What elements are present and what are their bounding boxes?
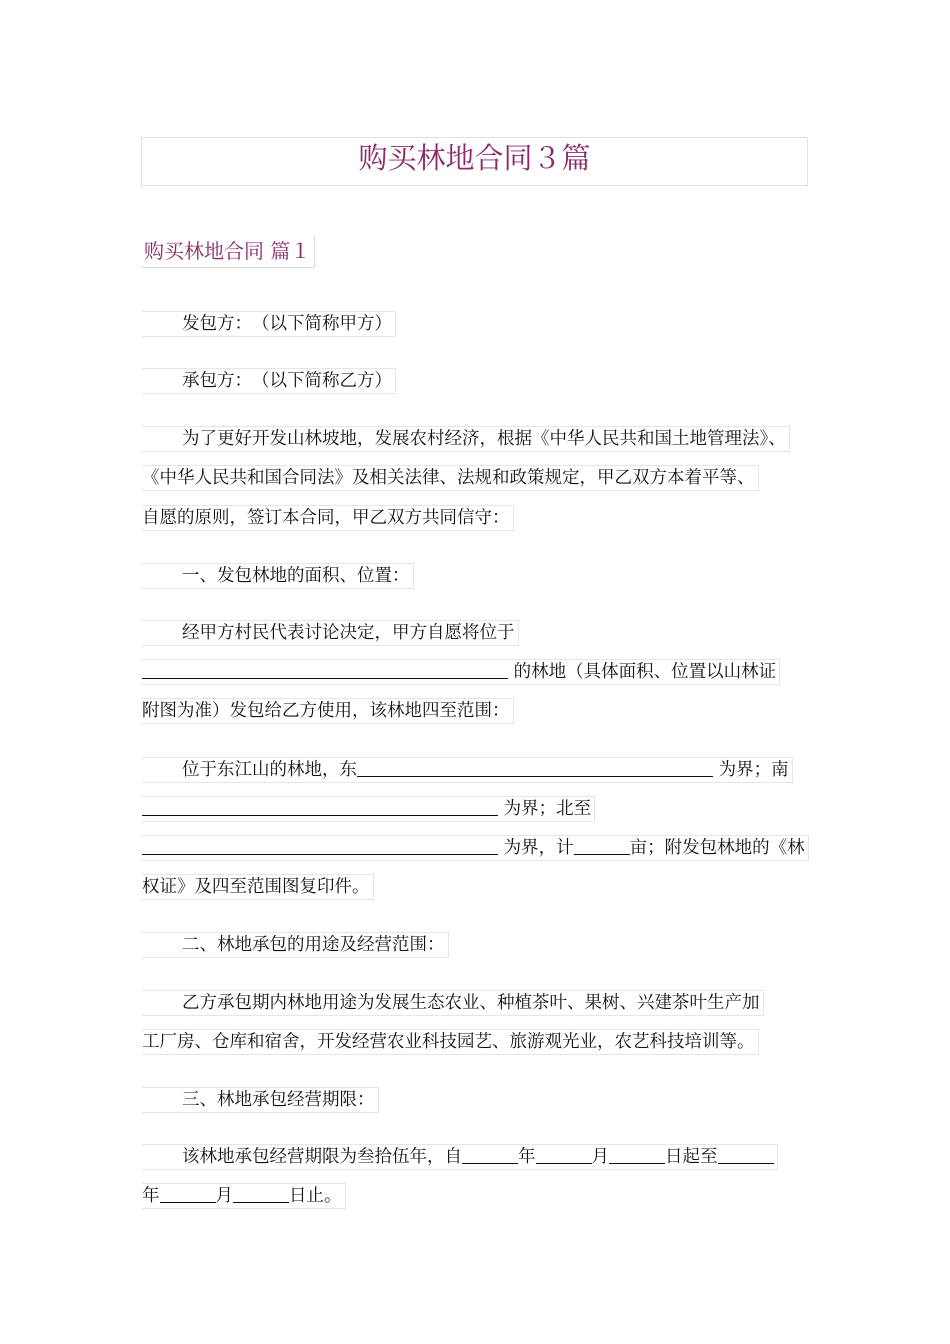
start-day-label: 日起至: [665, 1147, 718, 1167]
party-a-line: 发包方： （以下简称甲方）: [142, 311, 396, 337]
intro-line-3: 自愿的原则，签订本合同，甲乙双方共同信守：: [142, 505, 514, 531]
start-year-label: 年: [518, 1147, 536, 1167]
clause-3-line-1: [142, 1144, 778, 1170]
clause-2-title: 二、林地承包的用途及经营范围：: [142, 932, 449, 958]
boundary-line-3: [142, 835, 809, 861]
boundary-south-label: 为界；南: [718, 760, 789, 780]
fill-blank-area: [574, 836, 630, 855]
boundary-north-label: 为界；北至: [503, 799, 592, 819]
fill-blank-start-year: [462, 1145, 518, 1164]
boundary-east-label: 位于东江山的林地，东: [182, 760, 357, 780]
fill-blank-start-month: [536, 1145, 592, 1164]
term-intro: 该林地承包经营期限为叁拾伍年，自: [182, 1147, 462, 1167]
boundary-line-2: [142, 796, 595, 822]
fill-blank-east: [357, 758, 713, 777]
clause-3-title: 三、林地承包经营期限：: [142, 1087, 379, 1113]
party-b-line: 承包方： （以下简称乙方）: [142, 368, 396, 394]
intro-line-2: 《中华人民共和国合同法》及相关法律、法规和政策规定，甲乙双方本着平等、: [142, 465, 759, 491]
fill-blank-north: [142, 836, 498, 855]
clause-1-line-2-text: 的林地（具体面积、位置以山林证: [513, 662, 777, 682]
document-title: 购买林地合同３篇: [141, 137, 808, 186]
boundary-line-4: 权证》及四至范围图复印件。: [142, 874, 374, 900]
section-heading: 购买林地合同 篇１: [141, 236, 315, 268]
end-day-label: 日止。: [289, 1186, 342, 1206]
fill-blank-end-month: [160, 1184, 216, 1203]
fill-blank-location: [142, 660, 508, 679]
boundary-total-label: 为界，计: [503, 838, 574, 858]
clause-2-line-1: 乙方承包期内林地用途为发展生态农业、种植茶叶、果树、兴建茶叶生产加: [142, 990, 764, 1016]
clause-2-line-2: 工厂房、仓库和宿舍，开发经营农业科技园艺、旅游观光业，农艺科技培训等。: [142, 1029, 759, 1055]
boundary-line-1: [142, 757, 793, 783]
end-month-label: 月: [215, 1186, 233, 1206]
intro-line-1: 为了更好开发山林坡地，发展农村经济，根据《中华人民共和国土地管理法》、: [142, 426, 790, 452]
fill-blank-end-year: [718, 1145, 774, 1164]
clause-1-title: 一、发包林地的面积、位置：: [142, 563, 414, 589]
fill-blank-start-day: [609, 1145, 665, 1164]
fill-blank-end-day: [233, 1184, 289, 1203]
fill-blank-south: [142, 797, 498, 816]
clause-1-line-3: 附图为准）发包给乙方使用，该林地四至范围：: [142, 698, 514, 724]
boundary-area-unit: 亩；附发包林地的《林: [629, 838, 805, 858]
clause-1-line-1: 经甲方村民代表讨论决定，甲方自愿将位于: [142, 620, 519, 646]
clause-3-line-2: [142, 1183, 346, 1209]
clause-1-line-2: [142, 659, 780, 685]
end-year-label: 年: [142, 1186, 160, 1206]
start-month-label: 月: [591, 1147, 609, 1167]
